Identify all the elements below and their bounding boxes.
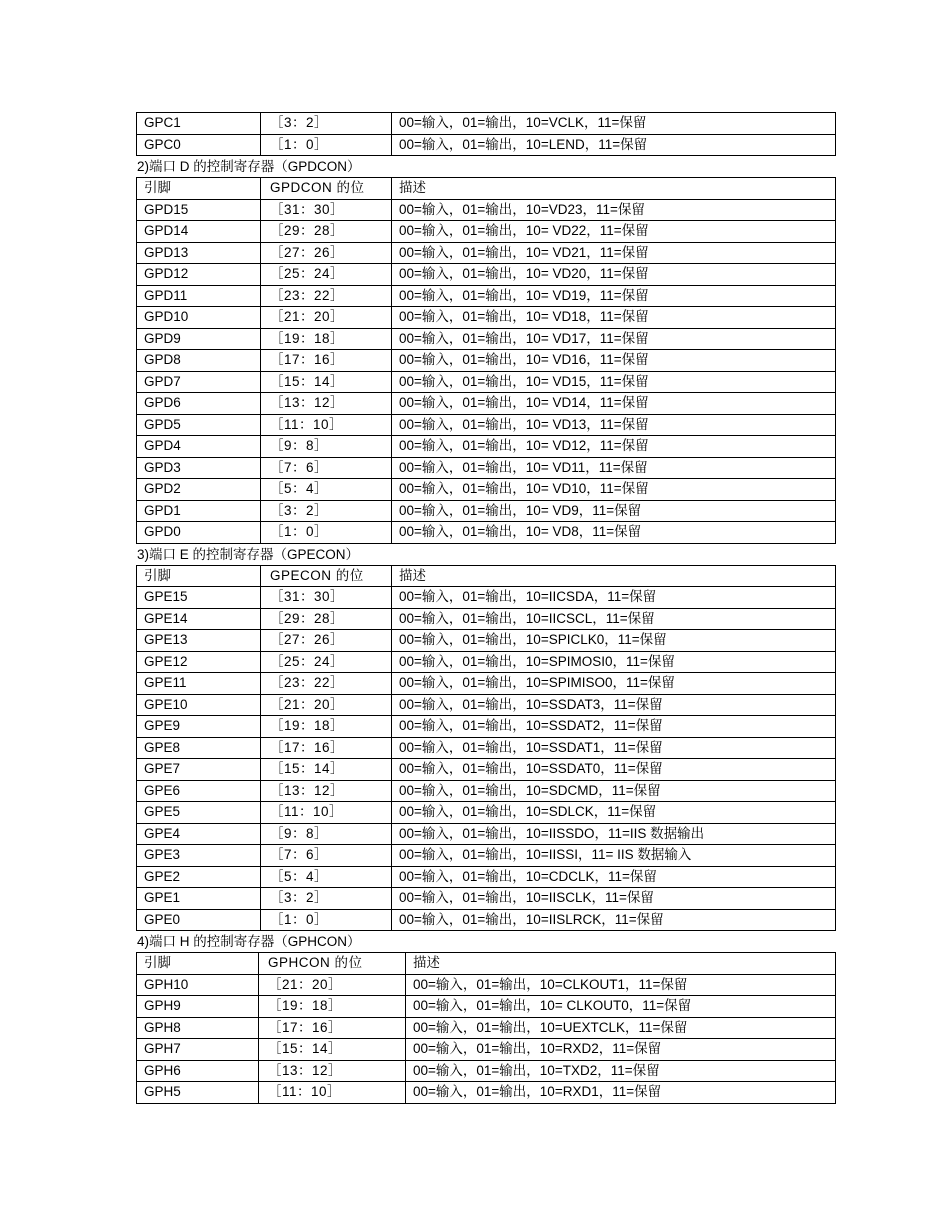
table-row <box>137 845 836 867</box>
gphcon-table <box>136 952 836 1104</box>
description-cell: 00=输入，01=输出，10=SPICLK0，11=保留 <box>392 630 836 652</box>
description-cell: 00=输入，01=输出，10=SDLCK，11=保留 <box>392 802 836 824</box>
description-cell: 00=输入，01=输出，10=RXD2，11=保留 <box>406 1039 836 1061</box>
pin-cell: GPE7 <box>137 759 261 781</box>
bits-cell: ［13：12］ <box>261 780 392 802</box>
bits-cell: ［21：20］ <box>261 694 392 716</box>
pin-cell: GPH7 <box>137 1039 259 1061</box>
bits-cell: ［11：10］ <box>261 802 392 824</box>
pin-cell: GPE14 <box>137 608 261 630</box>
bits-cell: ［3：2］ <box>261 113 392 135</box>
description-cell: 00=输入，01=输出，10=SDCMD，11=保留 <box>392 780 836 802</box>
pin-cell: GPD9 <box>137 328 261 350</box>
description-cell: 00=输入，01=输出，10=CLKOUT1，11=保留 <box>406 974 836 996</box>
pin-cell: GPE11 <box>137 673 261 695</box>
description-cell: 00=输入，01=输出，10= VD17，11=保留 <box>392 328 836 350</box>
pin-cell: GPC0 <box>137 134 261 156</box>
pin-cell: GPD7 <box>137 371 261 393</box>
description-cell: 00=输入，01=输出，10=VD23，11=保留 <box>392 199 836 221</box>
table-row <box>137 371 836 393</box>
description-cell: 00=输入，01=输出，10=SSDAT3，11=保留 <box>392 694 836 716</box>
table-row <box>137 350 836 372</box>
pin-cell: GPH6 <box>137 1060 259 1082</box>
bits-cell: ［19：18］ <box>261 716 392 738</box>
pin-cell: GPE4 <box>137 823 261 845</box>
pin-cell: 引脚 <box>137 953 259 975</box>
table-row <box>137 694 836 716</box>
description-cell: 00=输入，01=输出，10= VD13，11=保留 <box>392 414 836 436</box>
table-row <box>137 866 836 888</box>
bits-cell: ［1：0］ <box>261 522 392 544</box>
description-cell: 00=输入，01=输出，10= VD14，11=保留 <box>392 393 836 415</box>
table-row <box>137 328 836 350</box>
pin-cell: GPH8 <box>137 1017 259 1039</box>
table-row <box>137 759 836 781</box>
bits-cell: ［25：24］ <box>261 651 392 673</box>
table-row <box>137 909 836 931</box>
description-cell: 00=输入，01=输出，10= VD19，11=保留 <box>392 285 836 307</box>
bits-cell: ［11：10］ <box>259 1082 406 1104</box>
description-cell: 描述 <box>406 953 836 975</box>
description-cell: 00=输入，01=输出，10= VD20，11=保留 <box>392 264 836 286</box>
table-row <box>137 780 836 802</box>
table-row <box>137 716 836 738</box>
description-cell: 00=输入，01=输出，10=SSDAT0，11=保留 <box>392 759 836 781</box>
description-cell: 00=输入，01=输出，10=SPIMISO0，11=保留 <box>392 673 836 695</box>
pin-cell: GPE12 <box>137 651 261 673</box>
pin-cell: GPD10 <box>137 307 261 329</box>
pin-cell: GPE10 <box>137 694 261 716</box>
description-cell: 00=输入，01=输出，10=SPIMOSI0，11=保留 <box>392 651 836 673</box>
table-header-row <box>137 178 836 200</box>
bits-cell: ［21：20］ <box>259 974 406 996</box>
pin-cell: GPE6 <box>137 780 261 802</box>
description-cell: 00=输入，01=输出，10=IISCLK，11=保留 <box>392 888 836 910</box>
pin-cell: GPH10 <box>137 974 259 996</box>
bits-cell: GPDCON 的位 <box>261 178 392 200</box>
table-row <box>137 630 836 652</box>
table-row <box>137 500 836 522</box>
pin-cell: GPD11 <box>137 285 261 307</box>
gpecon-table <box>136 565 836 932</box>
table-row <box>137 651 836 673</box>
bits-cell: ［31：30］ <box>261 199 392 221</box>
description-cell: 00=输入，01=输出，10=UEXTCLK，11=保留 <box>406 1017 836 1039</box>
pin-cell: GPD8 <box>137 350 261 372</box>
pin-cell: GPD12 <box>137 264 261 286</box>
bits-cell: ［15：14］ <box>259 1039 406 1061</box>
bits-cell: ［11：10］ <box>261 414 392 436</box>
bits-cell: ［7：6］ <box>261 845 392 867</box>
pin-cell: GPD4 <box>137 436 261 458</box>
table-row <box>137 457 836 479</box>
description-cell: 00=输入，01=输出，10= VD12，11=保留 <box>392 436 836 458</box>
bits-cell: ［3：2］ <box>261 888 392 910</box>
pin-cell: GPD6 <box>137 393 261 415</box>
table-row <box>137 823 836 845</box>
table-row <box>137 802 836 824</box>
pin-cell: GPD14 <box>137 221 261 243</box>
table-row <box>137 479 836 501</box>
description-cell: 00=输入，01=输出，10= VD9，11=保留 <box>392 500 836 522</box>
bits-cell: ［25：24］ <box>261 264 392 286</box>
bits-cell: ［9：8］ <box>261 823 392 845</box>
table-row <box>137 242 836 264</box>
pin-cell: GPE0 <box>137 909 261 931</box>
table-row <box>137 608 836 630</box>
table-row <box>137 436 836 458</box>
gpecon-caption: 3)端口 E 的控制寄存器（GPECON） <box>137 546 360 562</box>
pin-cell: GPE9 <box>137 716 261 738</box>
pin-cell: GPH5 <box>137 1082 259 1104</box>
description-cell: 00=输入，01=输出，10= VD11，11=保留 <box>392 457 836 479</box>
table-row <box>137 888 836 910</box>
bits-cell: ［1：0］ <box>261 134 392 156</box>
table-row <box>137 673 836 695</box>
table-row <box>137 974 836 996</box>
table-row <box>137 996 836 1018</box>
description-cell: 00=输入，01=输出，10=IISLRCK，11=保留 <box>392 909 836 931</box>
pin-cell: GPD2 <box>137 479 261 501</box>
table-row <box>137 307 836 329</box>
description-cell: 00=输入，01=输出，10= VD21，11=保留 <box>392 242 836 264</box>
description-cell: 00=输入，01=输出，10=IISSI，11= IIS 数据输入 <box>392 845 836 867</box>
pin-cell: GPE5 <box>137 802 261 824</box>
pin-cell: GPD1 <box>137 500 261 522</box>
table-row <box>137 1039 836 1061</box>
description-cell: 00=输入，01=输出，10=CDCLK，11=保留 <box>392 866 836 888</box>
pin-cell: GPC1 <box>137 113 261 135</box>
bits-cell: ［13：12］ <box>259 1060 406 1082</box>
pin-cell: GPD15 <box>137 199 261 221</box>
description-cell: 00=输入，01=输出，10= VD8，11=保留 <box>392 522 836 544</box>
bits-cell: ［7：6］ <box>261 457 392 479</box>
bits-cell: ［3：2］ <box>261 500 392 522</box>
table-row <box>137 1082 836 1104</box>
description-cell: 00=输入，01=输出，10= VD22，11=保留 <box>392 221 836 243</box>
table-row <box>137 1060 836 1082</box>
pin-cell: GPH9 <box>137 996 259 1018</box>
pin-cell: 引脚 <box>137 178 261 200</box>
table-row <box>137 285 836 307</box>
description-cell: 描述 <box>392 565 836 587</box>
bits-cell: ［19：18］ <box>259 996 406 1018</box>
pin-cell: GPE1 <box>137 888 261 910</box>
bits-cell: ［13：12］ <box>261 393 392 415</box>
bits-cell: ［19：18］ <box>261 328 392 350</box>
description-cell: 00=输入，01=输出，10=RXD1，11=保留 <box>406 1082 836 1104</box>
bits-cell: GPHCON 的位 <box>259 953 406 975</box>
bits-cell: ［27：26］ <box>261 630 392 652</box>
table-row <box>137 587 836 609</box>
description-cell: 00=输入，01=输出，10=IICSCL，11=保留 <box>392 608 836 630</box>
table-row <box>137 414 836 436</box>
gpdcon-caption: 2)端口 D 的控制寄存器（GPDCON） <box>137 159 361 174</box>
description-cell: 00=输入，01=输出，10=SSDAT2，11=保留 <box>392 716 836 738</box>
description-cell: 描述 <box>392 178 836 200</box>
pin-cell: GPE2 <box>137 866 261 888</box>
bits-cell: ［23：22］ <box>261 285 392 307</box>
bits-cell: ［5：4］ <box>261 479 392 501</box>
description-cell: 00=输入，01=输出，10=IISSDO，11=IIS 数据输出 <box>392 823 836 845</box>
pin-cell: GPD3 <box>137 457 261 479</box>
bits-cell: ［31：30］ <box>261 587 392 609</box>
pin-cell: GPE8 <box>137 737 261 759</box>
bits-cell: ［29：28］ <box>261 221 392 243</box>
description-cell: 00=输入，01=输出，10= VD18，11=保留 <box>392 307 836 329</box>
description-cell: 00=输入，01=输出，10=SSDAT1，11=保留 <box>392 737 836 759</box>
description-cell: 00=输入，01=输出，10=LEND，11=保留 <box>392 134 836 156</box>
bits-cell: ［15：14］ <box>261 759 392 781</box>
table-row <box>137 113 836 135</box>
pin-cell: GPD5 <box>137 414 261 436</box>
description-cell: 00=输入，01=输出，10= CLKOUT0，11=保留 <box>406 996 836 1018</box>
table-header-row <box>137 953 836 975</box>
table-row <box>137 737 836 759</box>
bits-cell: ［17：16］ <box>259 1017 406 1039</box>
bits-cell: ［21：20］ <box>261 307 392 329</box>
table-row <box>137 264 836 286</box>
bits-cell: ［23：22］ <box>261 673 392 695</box>
bits-cell: ［15：14］ <box>261 371 392 393</box>
bits-cell: ［1：0］ <box>261 909 392 931</box>
table-row <box>137 393 836 415</box>
table-row <box>137 1017 836 1039</box>
description-cell: 00=输入，01=输出，10=TXD2，11=保留 <box>406 1060 836 1082</box>
description-cell: 00=输入，01=输出，10=VCLK，11=保留 <box>392 113 836 135</box>
gpc-table <box>136 112 836 156</box>
description-cell: 00=输入，01=输出，10=IICSDA，11=保留 <box>392 587 836 609</box>
bits-cell: ［9：8］ <box>261 436 392 458</box>
table-header-row <box>137 565 836 587</box>
description-cell: 00=输入，01=输出，10= VD16，11=保留 <box>392 350 836 372</box>
description-cell: 00=输入，01=输出，10= VD15，11=保留 <box>392 371 836 393</box>
pin-cell: GPE13 <box>137 630 261 652</box>
bits-cell: GPECON 的位 <box>261 565 392 587</box>
pin-cell: GPE3 <box>137 845 261 867</box>
bits-cell: ［27：26］ <box>261 242 392 264</box>
table-row <box>137 199 836 221</box>
document-page <box>136 112 836 1104</box>
pin-cell: 引脚 <box>137 565 261 587</box>
bits-cell: ［5：4］ <box>261 866 392 888</box>
table-row <box>137 134 836 156</box>
bits-cell: ［17：16］ <box>261 737 392 759</box>
table-row <box>137 221 836 243</box>
bits-cell: ［29：28］ <box>261 608 392 630</box>
bits-cell: ［17：16］ <box>261 350 392 372</box>
pin-cell: GPE15 <box>137 587 261 609</box>
gpdcon-table <box>136 177 836 544</box>
table-row <box>137 522 836 544</box>
gphcon-caption: 4)端口 H 的控制寄存器（GPHCON） <box>137 934 361 949</box>
description-cell: 00=输入，01=输出，10= VD10，11=保留 <box>392 479 836 501</box>
pin-cell: GPD13 <box>137 242 261 264</box>
pin-cell: GPD0 <box>137 522 261 544</box>
